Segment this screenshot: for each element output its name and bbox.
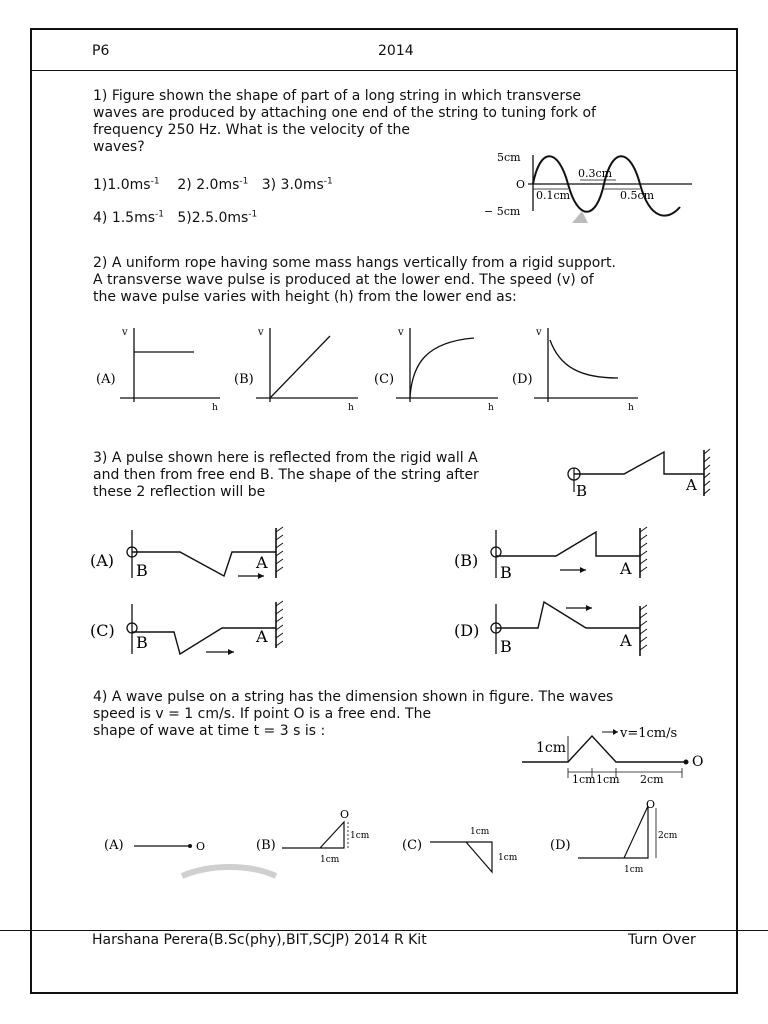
q1-option-5: $5)2.5.0ms^{-1}$ xyxy=(177,209,258,226)
q2-option-a: (A) xyxy=(96,372,116,387)
q3-text xyxy=(93,450,538,501)
q4-d-o: O xyxy=(646,798,656,811)
q4-seg1-label: 1cm xyxy=(572,773,596,786)
q3-a-label-b: B xyxy=(136,561,148,580)
q2-line: A transverse wave pulse is produced at the lower end. The speed (v) of xyxy=(93,272,594,288)
q4-line: shape of wave at time t = 3 s is : xyxy=(93,723,326,739)
q1-options-row1 xyxy=(93,173,333,194)
q4-c-1cm-v: 1cm xyxy=(498,853,518,863)
q2-d-yaxis: v xyxy=(536,327,542,338)
footer-author: Harshana Perera(B.Sc(phy),BIT,SCJP) 2014 R Kit xyxy=(92,932,427,948)
q3-pulse-figure xyxy=(560,440,720,500)
q4-speed-label: v=1cm/s xyxy=(620,726,678,741)
q3-line: these 2 reflection will be xyxy=(93,484,266,500)
q1-option-1: $1)1.0ms^{-1}$ xyxy=(93,176,160,193)
q1-line: frequency 250 Hz. What is the velocity of the xyxy=(93,122,410,138)
q4-line: speed is v = 1 cm/s. If point O is a free end. The xyxy=(93,706,432,722)
q3-a-label-a: A xyxy=(256,553,268,572)
q4-options-figure xyxy=(100,798,678,886)
q3-line: 3) A pulse shown here is reflected from the rigid wall A xyxy=(93,450,478,466)
q1-mid-label: 0.3cm xyxy=(578,167,613,180)
q2-d-xaxis: h xyxy=(628,403,634,413)
q3-c-label-b: B xyxy=(136,633,148,652)
q3-b-label-b: B xyxy=(500,563,512,582)
q3-d-label-b: B xyxy=(500,637,512,656)
q4-c-1cm-h: 1cm xyxy=(470,827,490,837)
q1-wave-figure xyxy=(480,145,700,225)
q4-option-b: (B) xyxy=(256,838,276,853)
q3-option-c: (C) xyxy=(90,621,115,640)
q4-d-1cm: 1cm xyxy=(624,865,644,875)
q4-seg3-label: 2cm xyxy=(640,773,664,786)
q4-b-1cm-v: 1cm xyxy=(350,831,370,841)
q1-line: waves? xyxy=(93,139,145,155)
q2-b-xaxis: h xyxy=(348,403,354,413)
q2-option-b: (B) xyxy=(234,372,254,387)
q2-option-c: (C) xyxy=(374,372,395,387)
q1-option-3: 3) $3.0ms^{-1}$ xyxy=(261,176,333,193)
q2-line: 2) A uniform rope having some mass hangs vertically from a rigid support. xyxy=(93,255,616,271)
page-year: 2014 xyxy=(378,43,414,59)
q3-option-d-figure xyxy=(452,596,672,661)
q3-option-a-figure xyxy=(88,520,308,585)
q1-amp-bottom: − 5cm xyxy=(484,205,521,218)
q4-end-label: O xyxy=(692,754,704,770)
q1-line: 1) Figure shown the shape of part of a long string in which transverse xyxy=(93,88,582,104)
q1-origin-label: O xyxy=(516,178,526,191)
q1-option-2: 2) $2.0ms^{-1}$ xyxy=(177,176,249,193)
q1-line: waves are produced by attaching one end of the string to tuning fork of xyxy=(93,105,596,121)
footer-rule xyxy=(0,930,768,931)
q2-a-yaxis: v xyxy=(122,327,128,338)
q3-c-label-a: A xyxy=(256,627,268,646)
q4-pulse-figure xyxy=(518,722,718,784)
q4-seg2-label: 1cm xyxy=(596,773,620,786)
q3-option-d: (D) xyxy=(454,621,480,640)
q1-amp-top: 5cm xyxy=(497,151,521,164)
q3-option-c-figure xyxy=(88,596,308,661)
q2-a-xaxis: h xyxy=(212,403,218,413)
page-number: P6 xyxy=(92,43,110,59)
q1-right-label: 0.5cm xyxy=(620,189,655,202)
q4-d-2cm: 2cm xyxy=(658,831,678,841)
q4-line: 4) A wave pulse on a string has the dimension shown in figure. The waves xyxy=(93,689,614,705)
q4-b-1cm-h: 1cm xyxy=(320,855,340,865)
q3-end-b: B xyxy=(576,482,588,500)
q3-line: and then from free end B. The shape of the string after xyxy=(93,467,479,483)
q1-option-4: 4) $1.5ms^{-1}$ xyxy=(93,209,164,226)
q2-option-d: (D) xyxy=(512,372,533,387)
q2-text xyxy=(93,255,683,306)
q1-left-label: 0.1cm xyxy=(536,189,571,202)
q3-b-label-a: A xyxy=(620,559,632,578)
q4-option-a: (A) xyxy=(104,838,124,853)
q2-c-yaxis: v xyxy=(398,327,404,338)
q4-a-o: O xyxy=(196,840,206,853)
q4-b-o: O xyxy=(340,808,350,821)
q2-line: the wave pulse varies with height (h) from the lower end as: xyxy=(93,289,517,305)
header-rule xyxy=(30,70,738,71)
q3-end-a: A xyxy=(686,476,697,494)
q2-c-xaxis: h xyxy=(488,403,494,413)
q4-height-label: 1cm xyxy=(536,740,567,756)
q3-d-label-a: A xyxy=(620,631,632,650)
q3-option-b: (B) xyxy=(454,551,479,570)
q2-b-yaxis: v xyxy=(258,327,264,338)
q1-options-row2 xyxy=(93,206,257,227)
q3-option-b-figure xyxy=(452,520,672,585)
q3-option-a: (A) xyxy=(90,551,115,570)
q4-option-c: (C) xyxy=(402,838,423,853)
q2-graphs xyxy=(90,320,650,412)
footer-turn-over: Turn Over xyxy=(628,932,696,948)
q4-option-d: (D) xyxy=(550,838,571,853)
